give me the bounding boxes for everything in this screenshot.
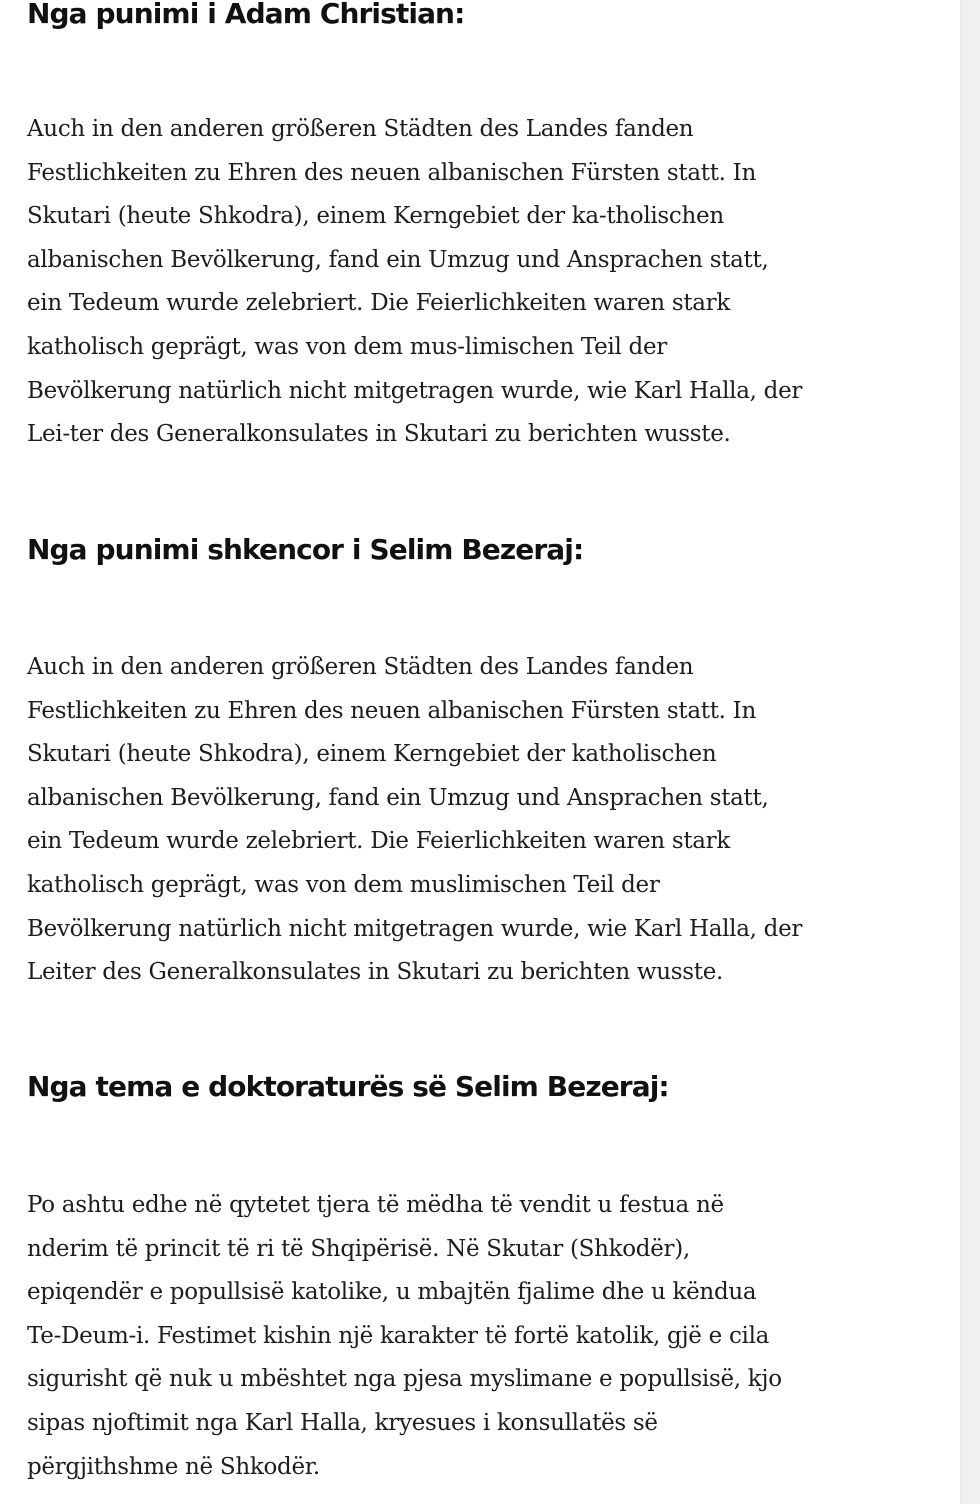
text-line: ein Tedeum wurde zelebriert. Die Feierlichkeiten waren stark <box>27 828 731 855</box>
text-line: Skutari (heute Shkodra), einem Kerngebiet der ka-tholischen <box>27 203 724 230</box>
text-line: Bevölkerung natürlich nicht mitgetragen wurde, wie Karl Halla, der <box>27 377 803 404</box>
text-line: ein Tedeum wurde zelebriert. Die Feierlichkeiten waren stark <box>27 290 731 317</box>
text-line: Te-Deum-i. Festimet kishin një karakter të fortë katolik, gjë e cila <box>27 1322 770 1349</box>
text-line: Skutari (heute Shkodra), einem Kerngebiet der katholischen <box>27 741 717 768</box>
section-heading: Nga punimi shkencor i Selim Bezeraj: <box>27 533 584 566</box>
section-heading: Nga tema e doktoraturës së Selim Bezeraj: <box>27 1070 669 1103</box>
text-line: sipas njoftimit nga Karl Halla, kryesues i konsullatës së <box>27 1409 658 1436</box>
text-line: Auch in den anderen größeren Städten des Landes fanden <box>27 654 694 680</box>
text-line: Bevölkerung natürlich nicht mitgetragen wurde, wie Karl Halla, der <box>27 915 803 942</box>
text-line: epiqendër e popullsisë katolike, u mbajtën fjalime dhe u këndua <box>27 1279 757 1306</box>
paragraph-text <box>27 1184 939 1489</box>
text-line: katholisch geprägt, was von dem muslimischen Teil der <box>27 871 660 898</box>
section-selim-bezeraj-doctorate <box>27 1070 939 1104</box>
paragraph-text <box>27 108 939 457</box>
section-selim-bezeraj-paper <box>27 533 939 567</box>
text-line: Leiter des Generalkonsulates in Skutari zu berichten wusste. <box>27 959 724 986</box>
text-line: katholisch geprägt, was von dem mus-limischen Teil der <box>27 333 667 360</box>
section-adam-christian <box>27 0 939 31</box>
text-line: Festlichkeiten zu Ehren des neuen albanischen Fürsten statt. In <box>27 697 756 724</box>
text-line: Festlichkeiten zu Ehren des neuen albanischen Fürsten statt. In <box>27 159 756 186</box>
text-line: albanischen Bevölkerung, fand ein Umzug und Ansprachen statt, <box>27 246 769 273</box>
text-line: albanischen Bevölkerung, fand ein Umzug und Ansprachen statt, <box>27 784 769 811</box>
text-line: Auch in den anderen größeren Städten des Landes fanden <box>27 116 694 142</box>
section-heading: Nga punimi i Adam Christian: <box>27 0 465 30</box>
text-line: përgjithshme në Shkodër. <box>27 1453 320 1480</box>
text-line: nderim të princit të ri të Shqipërisë. Në Skutar (Shkodër), <box>27 1235 690 1262</box>
vertical-scrollbar[interactable] <box>960 0 980 1504</box>
paragraph-text <box>27 646 939 995</box>
text-line: sigurisht që nuk u mbështet nga pjesa myslimane e popullsisë, kjo <box>27 1366 782 1393</box>
text-line: Lei-ter des Generalkonsulates in Skutari zu berichten wusste. <box>27 421 731 448</box>
text-line: Po ashtu edhe në qytetet tjera të mëdha të vendit u festua në <box>27 1192 724 1218</box>
